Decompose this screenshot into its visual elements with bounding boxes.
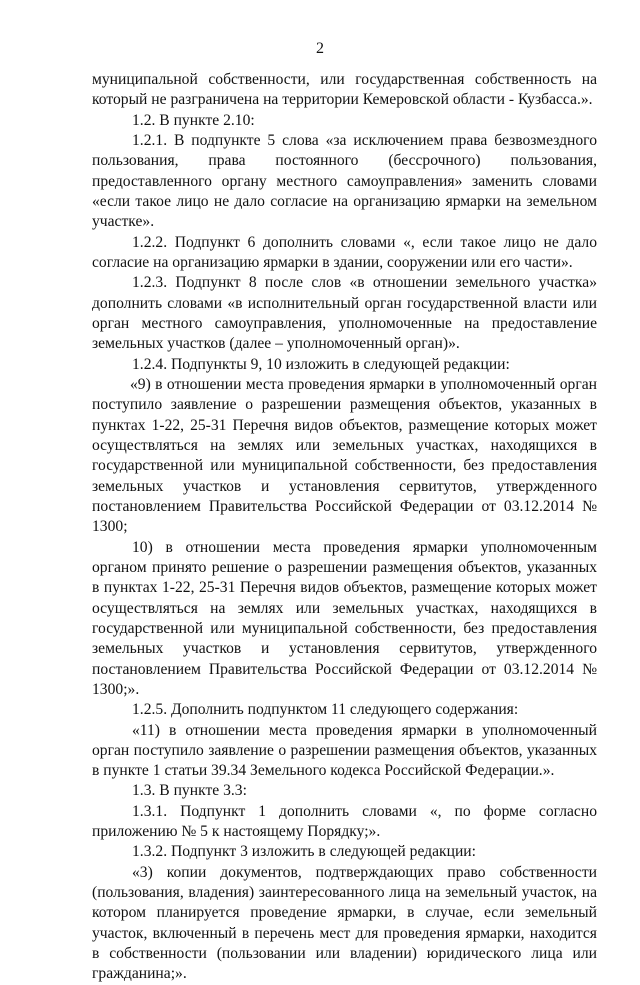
paragraph-subpoint-11: «11) в отношении места проведения ярмарки в уполномоченный орган поступило заявление о разрешении размещения объектов, указанных в пункте 1 статьи 39.34 Земельного кодекса Российской Федерации.». <box>92 721 597 780</box>
paragraph-subpoint-10: 10) в отношении места проведения ярмарки уполномоченным органом принято решение о разрешении размещения объектов, указанных в пунктах 1-22, 25-31 Перечня видов объектов, размещение которых может осуществляться на землях или земельных участках, находящихся в государственной или муниципальной собственности, без предоставления земельных участков и установления сервитутов, утвержденного постановлением Правительства Российской Федерации от 03.12.2014 № 1300;». <box>92 538 597 698</box>
paragraph-1-3-1: 1.3.1. Подпункт 1 дополнить словами «, по форме согласно приложению № 5 к настоящему Порядку;». <box>92 802 597 841</box>
paragraph-1-2-2: 1.2.2. Подпункт 6 дополнить словами «, если такое лицо не дало согласие на организацию ярмарки в здании, сооружении или его части». <box>92 233 597 271</box>
paragraph-subpoint-9: «9) в отношении места проведения ярмарки в уполномоченный орган поступило заявление о разрешении размещения объектов, указанных в пунктах 1-22, 25-31 Перечня видов объектов, размещение которых может осуществляться на землях или земельных участках, находящихся в государственной или муниципальной собственности, без предоставления земельных участков и установления сервитутов, утвержденного постановлением Правительства Российской Федерации от 03.12.2014 № 1300; <box>92 375 597 536</box>
paragraph-continuation: муниципальной собственности, или государственная собственность на который не разграничена на территории Кемеровской области - Кузбасса.». <box>92 71 597 109</box>
paragraph-section-1-2: 1.2. В пункте 2.10: <box>132 111 255 129</box>
paragraph-1-2-4: 1.2.4. Подпункты 9, 10 изложить в следующей редакции: <box>132 355 510 373</box>
paragraph-section-1-3: 1.3. В пункте 3.3: <box>132 782 247 800</box>
paragraph-1-2-1: 1.2.1. В подпункте 5 слова «за исключением права безвозмездного пользования, права постоянного (бессрочного) пользования, предоставленного органу местного самоуправления» заменить словами «если такое лицо не дало согласие на организацию ярмарки на земельном участке». <box>92 131 597 231</box>
paragraph-1-2-3: 1.2.3. Подпункт 8 после слов «в отношении земельного участка» дополнить словами «в исполнительный орган государственной власти или орган местного самоуправления, уполномоченные на предоставление земельных участков (далее – уполномоченный орган)». <box>92 274 597 353</box>
paragraph-1-3-2: 1.3.2. Подпункт 3 изложить в следующей редакции: <box>132 843 476 861</box>
document-body <box>92 70 597 985</box>
paragraph-1-2-5: 1.2.5. Дополнить подпунктом 11 следующего содержания: <box>132 701 519 719</box>
page-number: 2 <box>316 40 324 57</box>
paragraph-subpoint-3: «3) копии документов, подтверждающих право собственности (пользования, владения) заинтересованного лица на земельный участок, на котором планируется проведение ярмарки, в случае, если земельный участок, включенный в перечень мест для проведения ярмарки, находится в собственности (пользовании или владении) юридического лица или гражданина;». <box>92 863 597 983</box>
